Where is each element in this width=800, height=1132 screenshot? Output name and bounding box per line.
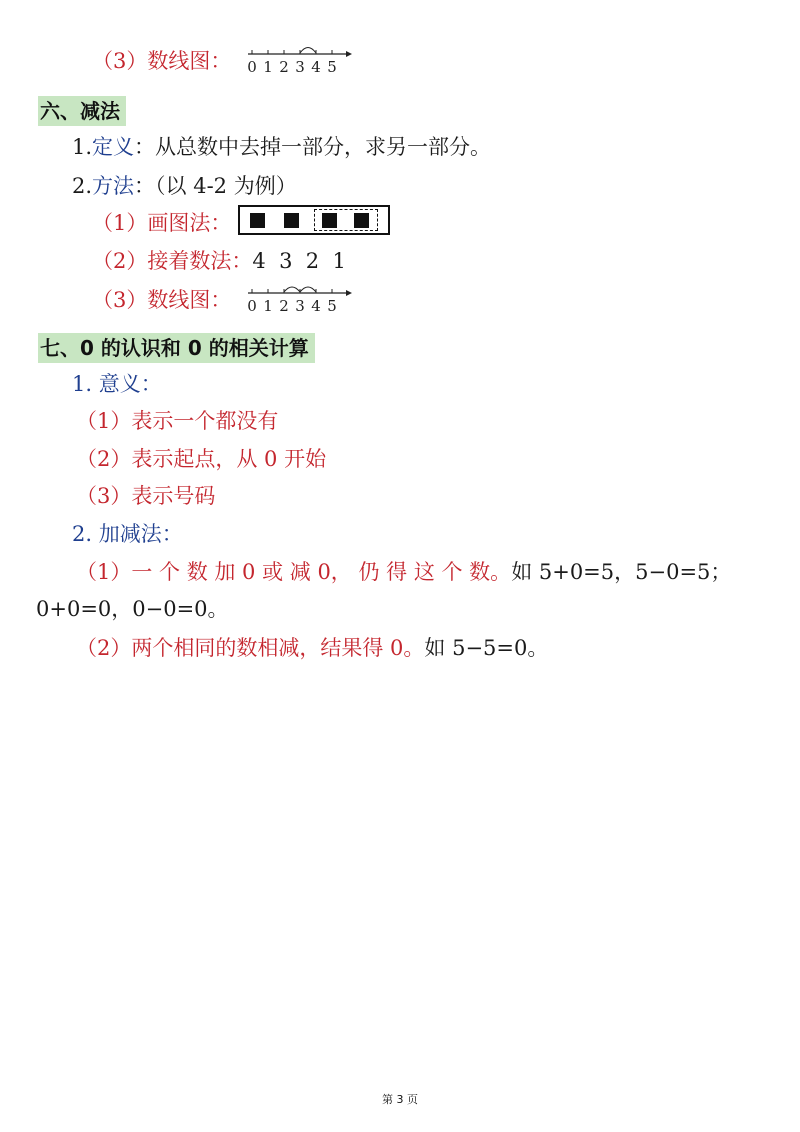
- calculation-item-1-continued: 0+0=0，0−0=0。: [36, 597, 229, 621]
- section-heading-subtraction: 六、减法: [38, 96, 126, 126]
- calculation-item-2-example: 如 5−5=0。: [424, 636, 549, 660]
- counting-method-line: [92, 246, 346, 276]
- meaning-item-2-zero: 0: [257, 447, 285, 471]
- section-heading-zero: 七、0 的认识和 0 的相关计算: [38, 333, 315, 363]
- meaning-item-1: （1）表示一个都没有: [76, 409, 279, 433]
- calculation-label: 2. 加减法：: [72, 522, 183, 546]
- tick-label: 4: [311, 297, 321, 315]
- meaning-item-2-end: 开始: [284, 447, 327, 471]
- counting-values: 4 3 2 1: [252, 249, 346, 273]
- calculation-item-2-text: （2）两个相同的数相减，结果得 0。: [76, 636, 425, 660]
- top-numberline-label: （3）数线图：: [92, 49, 232, 73]
- method-line: [72, 171, 297, 201]
- calculation-item-1: [76, 557, 731, 587]
- definition-number: 1.: [72, 135, 93, 159]
- calculation-item-1-example: 如 5+0=5，5−0=5；: [511, 560, 732, 584]
- definition-line: [72, 132, 491, 162]
- tick-label: 3: [295, 297, 305, 315]
- calculation-item-1-text: （1）一 个 数 加 0 或 减 0， 仍 得 这 个 数。: [76, 560, 512, 584]
- subtraction-numberline: [246, 281, 356, 315]
- top-numberline: [246, 42, 356, 76]
- tick-label: 1: [263, 297, 273, 315]
- calculation-item-2: [76, 633, 548, 663]
- definition-label: 定义: [92, 135, 135, 159]
- meaning-item-2-text: （2）表示起点，从: [76, 447, 258, 471]
- definition-text: ：从总数中去掉一部分，求另一部分。: [134, 135, 492, 159]
- tick-label: 3: [295, 58, 305, 76]
- square-icon: [250, 213, 265, 228]
- meaning-item-3: （3）表示号码: [76, 484, 216, 508]
- tick-label: 1: [263, 58, 273, 76]
- drawing-method-figure: [238, 205, 390, 235]
- page-number: 第 3 页: [382, 1093, 418, 1106]
- tick-label: 4: [311, 58, 321, 76]
- tick-label: 0: [247, 58, 257, 76]
- tick-label: 0: [247, 297, 257, 315]
- numberline-label: （3）数线图：: [92, 288, 232, 312]
- method-number: 2.: [72, 174, 93, 198]
- method-text: ：（以 4-2 为例）: [134, 174, 297, 198]
- tick-label: 2: [279, 297, 289, 315]
- meaning-item-2: [76, 444, 326, 474]
- meaning-label: 1. 意义：: [72, 372, 162, 396]
- tick-label: 2: [279, 58, 289, 76]
- tick-label: 5: [327, 58, 337, 76]
- square-icon: [322, 213, 337, 228]
- drawing-method-label: （1）画图法：: [92, 211, 232, 235]
- square-icon: [354, 213, 369, 228]
- method-label: 方法: [92, 174, 135, 198]
- tick-label: 5: [327, 297, 337, 315]
- counting-method-label: （2）接着数法：: [92, 249, 253, 273]
- square-icon: [284, 213, 299, 228]
